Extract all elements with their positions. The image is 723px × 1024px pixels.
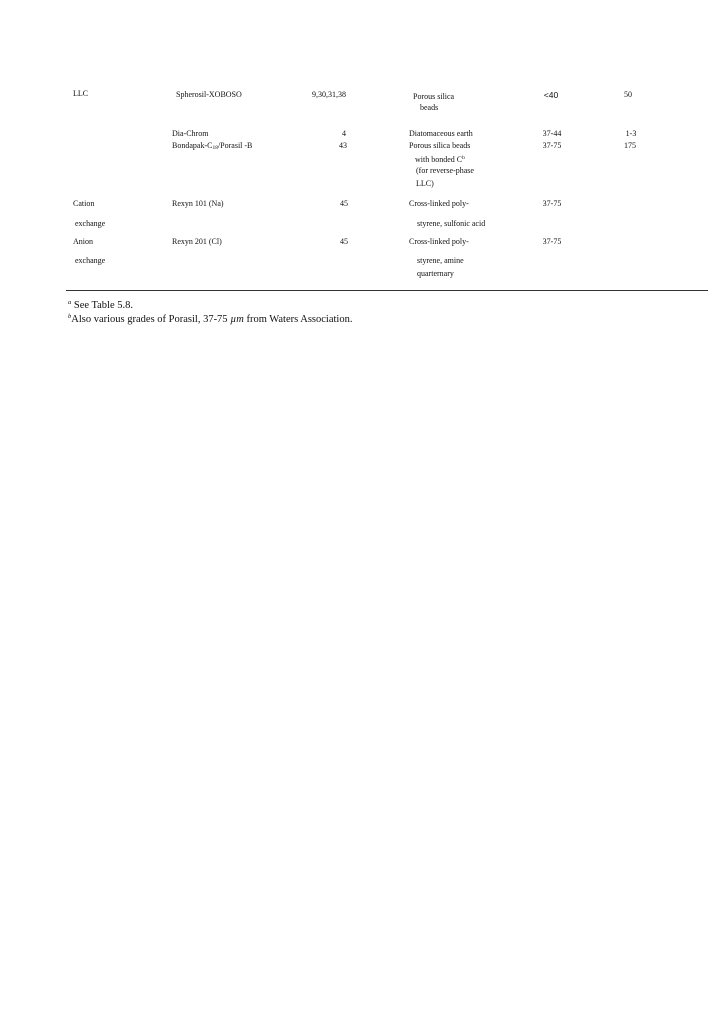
type-llc: LLC bbox=[73, 89, 89, 98]
size-rexyn101: 37-75 bbox=[542, 199, 562, 208]
area-spherosil: 50 bbox=[624, 90, 632, 99]
desc-rexyn201-line3: quarternary bbox=[417, 269, 454, 278]
footnote-b-mark: b bbox=[68, 313, 72, 320]
product-diachrom: Dia-Chrom bbox=[172, 129, 209, 138]
product-bondapak-pre: Bondapak-C bbox=[172, 141, 213, 150]
desc-bondapak-line3: (for reverse-phase bbox=[416, 166, 474, 175]
type-cation-cont: exchange bbox=[75, 219, 106, 228]
desc-rexyn201-line2: styrene, amine bbox=[417, 256, 464, 265]
product-bondapak bbox=[172, 140, 252, 154]
desc-diachrom-line1: Diatomaceous earth bbox=[409, 129, 473, 138]
desc-rexyn201-line1: Cross-linked poly- bbox=[409, 237, 469, 246]
product-spherosil: Spherosil-XOBOSO bbox=[176, 90, 242, 99]
desc-spherosil-line2: beads bbox=[420, 103, 439, 112]
refs-diachrom: 4 bbox=[342, 129, 346, 138]
product-bondapak-post: /Porasil -B bbox=[217, 141, 253, 150]
desc-bondapak-line1: Porous silica beads bbox=[409, 141, 471, 150]
desc-rexyn101-line2: styrene, sulfonic acid bbox=[417, 219, 486, 228]
desc-spherosil-line1: Porous silica bbox=[413, 92, 455, 101]
size-spherosil: <40 bbox=[543, 90, 559, 100]
refs-bondapak: 43 bbox=[339, 141, 347, 150]
footnote-b-pre: Also various grades of Porasil, 37-75 bbox=[71, 314, 231, 325]
size-rexyn201: 37-75 bbox=[542, 237, 562, 246]
desc-rexyn101-line1: Cross-linked poly- bbox=[409, 199, 469, 208]
type-cation: Cation bbox=[73, 199, 95, 208]
desc-bondapak-line2-text: with bonded C bbox=[415, 155, 463, 164]
desc-bondapak-line4: LLC) bbox=[416, 179, 434, 188]
footnote-b bbox=[68, 310, 352, 326]
desc-bondapak-sup: b bbox=[462, 155, 465, 161]
refs-spherosil: 9,30,31,38 bbox=[312, 90, 346, 99]
footnote-a-mark: a bbox=[68, 299, 72, 306]
table-bottom-rule bbox=[66, 290, 708, 291]
area-diachrom: 1-3 bbox=[625, 129, 637, 138]
area-bondapak: 175 bbox=[624, 141, 636, 150]
desc-bondapak-line2 bbox=[415, 153, 465, 165]
refs-rexyn101: 45 bbox=[340, 199, 348, 208]
type-anion: Anion bbox=[73, 237, 93, 246]
product-rexyn201: Rexyn 201 (Cl) bbox=[172, 237, 222, 246]
size-bondapak: 37-75 bbox=[542, 141, 562, 150]
size-diachrom: 37-44 bbox=[542, 129, 562, 138]
footnote-b-post: from Waters Association. bbox=[243, 314, 353, 325]
footnote-a-text: See Table 5.8. bbox=[71, 300, 134, 311]
product-rexyn101: Rexyn 101 (Na) bbox=[172, 199, 224, 208]
type-anion-cont: exchange bbox=[75, 256, 106, 265]
refs-rexyn201: 45 bbox=[340, 237, 348, 246]
footnote-b-unit: µm bbox=[230, 314, 244, 325]
product-bondapak-sub: 18 bbox=[212, 145, 218, 151]
